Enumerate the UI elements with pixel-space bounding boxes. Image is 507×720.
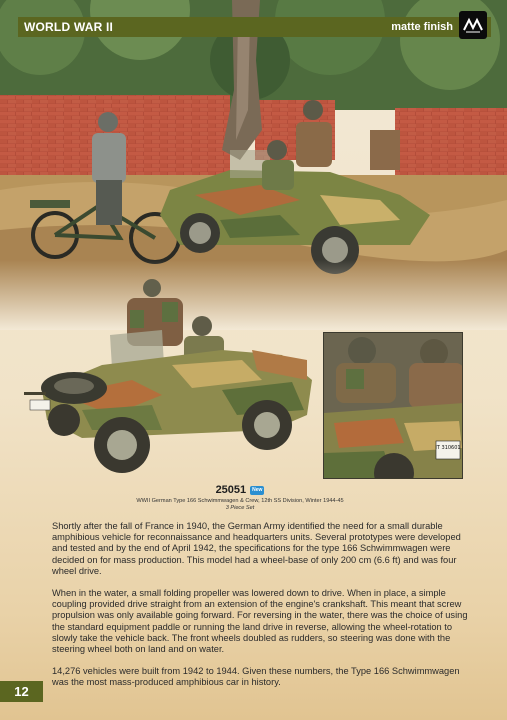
banner-right — [391, 15, 487, 39]
body-text — [52, 521, 472, 700]
finish-label: matte finish — [391, 21, 453, 33]
new-badge: New — [252, 486, 263, 493]
plate-text: IT 310601 — [435, 445, 461, 451]
detail-illustration — [324, 333, 463, 479]
product-title: WWII German Type 166 Schwimmwagen & Crew, 12th SS Division, Winter 1944-45 — [136, 498, 344, 504]
page-number: 12 — [0, 681, 43, 702]
schwimmwagen-illustration — [22, 270, 322, 480]
paragraph-3: 14,276 vehicles were built from 1942 to 1944. Given these numbers, the Type 166 Schwimmwagen was the most mass-produced amphibious car in history. — [52, 666, 460, 688]
product-code: 25051 — [215, 484, 247, 496]
top-banner — [18, 17, 491, 37]
detail-inset-photo — [323, 332, 463, 479]
product-code-line — [90, 484, 390, 496]
paragraph-2: When in the water, a small folding propeller was lowered down to drive. When in place, a simple coupling provided drive straight from an extension of the engine's crankshaft. This meant that screw propulsion was only available going forward. For reversing in the water, there was the choice of using the standard equipment paddle or running the land drive in reverse, allowing the wheel-rotation to slowly take the vehicle back. The front wheels doubled as rudders, so steering was done with the steering wheel both on land and on water. — [52, 588, 468, 655]
brand-logo-icon — [459, 11, 487, 39]
section-title: WORLD WAR II — [24, 20, 114, 34]
piece-count: 3 Piece Set — [225, 505, 255, 511]
main-vehicle-photo — [22, 270, 322, 480]
product-caption — [90, 484, 390, 511]
paragraph-1: Shortly after the fall of France in 1940, the German Army identified the need for a small durable amphibious vehicle for reconnaissance and headquarters units. Several prototypes were developed and tested and by the end of April 1942, the specifications for the type 166 Schwimmwagen were decided on for mass production. This model had a wheel-base of only 200 cm (6.6 ft) and was four wheel drive. — [52, 521, 461, 576]
